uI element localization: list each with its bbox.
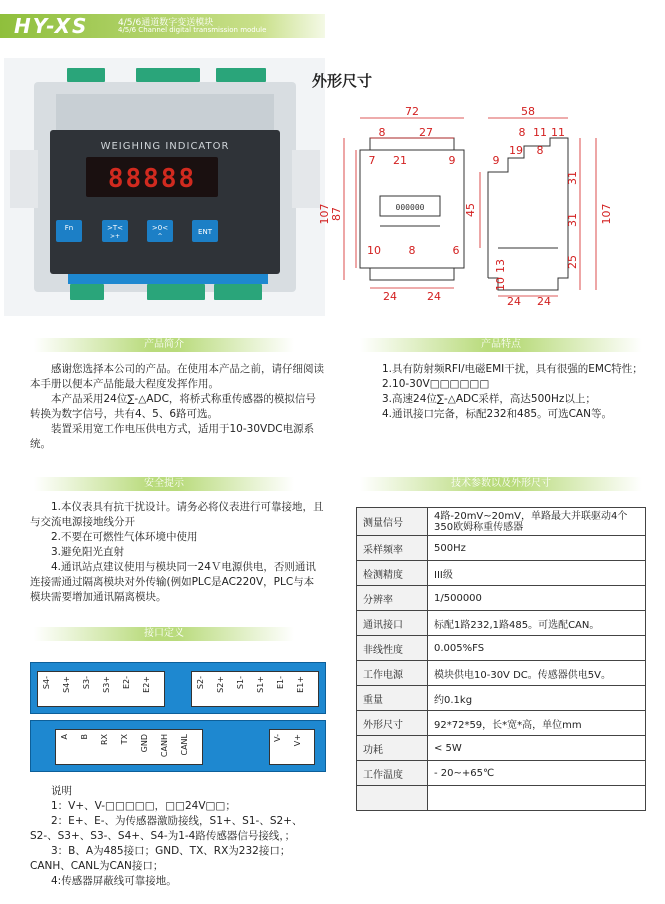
spec-value: - 20~+65℃ — [428, 761, 646, 786]
key-tare-label: >T< — [106, 224, 124, 232]
spec-key: 测量信号 — [357, 508, 428, 536]
spec-value: 标配1路232,1路485。可选配CAN。 — [428, 611, 646, 636]
spec-row — [357, 561, 646, 586]
terminal-group-top-right — [191, 671, 319, 707]
header-title: HY-XS — [14, 14, 89, 38]
indicator-label: WEIGHING INDICATOR — [100, 141, 230, 152]
terminal-s3-minus: S3- — [82, 676, 91, 690]
specs-section-title: 技术参数以及外形尺寸 — [360, 477, 642, 491]
spec-value: 0.005%FS — [428, 636, 646, 661]
front-dim-bot-a: 10 — [367, 244, 381, 257]
front-dim-bot-b: 8 — [408, 244, 416, 257]
spec-row — [357, 736, 646, 761]
spec-row — [357, 711, 646, 736]
spec-row — [357, 661, 646, 686]
front-dim-top-b: 27 — [419, 126, 433, 139]
terminal-canh: CANH — [160, 734, 169, 758]
terminal-s2-plus: S2+ — [216, 676, 225, 693]
spec-key: 采样频率 — [357, 536, 428, 561]
terminal-group-bottom-left — [55, 729, 203, 765]
specs-table — [356, 507, 646, 811]
front-dim-bot-c: 6 — [452, 244, 460, 257]
led-digits: 88888 — [107, 164, 197, 194]
key-zero-label: >0< — [151, 224, 169, 232]
terminal-s3-plus: S3+ — [102, 676, 111, 693]
spec-key: 非线性度 — [357, 636, 428, 661]
safety-item-1: 1.本仪表具有抗干扰设计。请务必将仪表进行可靠接地，且与交流电源接地线分开 — [30, 501, 324, 528]
key-zero-sub: ^ — [157, 233, 163, 240]
spec-value: < 5W — [428, 736, 646, 761]
feature-item-4: 4.通讯接口完备，标配232和485。可选CAN等。 — [382, 408, 612, 420]
intro-section-title: 产品简介 — [34, 338, 294, 352]
terminal-strip-top — [30, 662, 326, 714]
terminal-v-plus: V+ — [293, 734, 302, 747]
spec-key: 外形尺寸 — [357, 711, 428, 736]
side-dim-mid-c: 8 — [536, 144, 544, 157]
header-subtitle-cn: 4/5/6通道数字变送模块 — [118, 18, 214, 28]
feature-item-1: 1.具有防射频RFI/电磁EMI干扰，具有很强的EMC特性； — [382, 363, 643, 375]
note-line-4: 4:传感器屏蔽线可靠接地。 — [51, 875, 177, 887]
key-tare-sub: >+ — [109, 233, 121, 240]
terminal-canl: CANL — [180, 734, 189, 756]
features-list — [382, 362, 662, 422]
rail-clip-left — [10, 150, 38, 208]
side-dim-top-b: 11 — [533, 126, 547, 139]
side-dim-foot-a: 24 — [507, 295, 521, 308]
key-fn-label: Fn — [64, 224, 74, 232]
spec-key: 通讯接口 — [357, 611, 428, 636]
note-line-2: 2：E+、E-、为传感器激励接线，S1+、S1-、S2+、S2-、S3+、S3-、S4+、S4-为1-4路传感器信号接线，； — [30, 815, 303, 842]
front-dim-mid-c: 9 — [448, 154, 456, 167]
side-dim-h-right-a: 31 — [566, 171, 579, 185]
front-dim-mid-b: 21 — [393, 154, 407, 167]
spec-value: 约0.1kg — [428, 686, 646, 711]
header-subtitle-en: 4/5/6 Channel digital transmission module — [118, 26, 267, 34]
spec-key: 重量 — [357, 686, 428, 711]
notes-block — [30, 784, 324, 889]
intro-paragraph-2: 本产品采用24位∑-△ADC，将桥式称重传感器的模拟信号转换为数字信号，共有4、5、6路可选。 — [30, 393, 316, 420]
side-dim-h-left: 45 — [464, 203, 477, 217]
terminal-strip-bottom — [30, 720, 326, 772]
front-dim-h-outer: 107 — [318, 203, 331, 225]
terminal-e1-minus: E1- — [276, 676, 285, 690]
dimension-drawing — [318, 98, 663, 308]
spec-value: 1/500000 — [428, 586, 646, 611]
terminal-tx: TX — [120, 734, 129, 745]
side-dim-mid-a: 9 — [492, 154, 500, 167]
rail-clip-right — [292, 150, 320, 208]
spec-row — [357, 786, 646, 811]
spec-key: 功耗 — [357, 736, 428, 761]
product-photo — [4, 58, 325, 316]
terminal-e1-plus: E1+ — [296, 676, 305, 693]
terminal-s4-minus: S4- — [42, 676, 51, 690]
spec-row — [357, 761, 646, 786]
side-dim-h-right-c: 107 — [600, 203, 613, 225]
side-dim-h-bot-b: 10 — [494, 277, 507, 291]
side-view — [464, 105, 613, 308]
feature-item-3: 3.高速24位∑-△ADC采样，高达500Hz以上； — [382, 393, 596, 405]
spec-key: 检测精度 — [357, 561, 428, 586]
spec-value: 500Hz — [428, 536, 646, 561]
spec-key: 工作温度 — [357, 761, 428, 786]
intro-text — [30, 362, 324, 452]
spec-row — [357, 611, 646, 636]
side-dim-h-bot-c: 25 — [566, 255, 579, 269]
side-dim-top-a: 8 — [518, 126, 526, 139]
terminal-b: B — [80, 734, 89, 740]
side-dim-top-c: 11 — [551, 126, 565, 139]
front-dim-foot-a: 24 — [383, 290, 397, 303]
terminal-s4-plus: S4+ — [62, 676, 71, 693]
bottom-terminals — [68, 274, 268, 300]
intro-paragraph-3: 装置采用宽工作电压供电方式，适用于10-30VDC电源系统。 — [30, 423, 315, 450]
intro-paragraph-1: 感谢您选择本公司的产品。在使用本产品之前，请仔细阅读本手册以便本产品能最大程度发挥作用。 — [30, 363, 324, 390]
side-dim-width: 58 — [521, 105, 535, 118]
terminal-group-bottom-right — [269, 729, 315, 765]
side-dim-mid-b: 19 — [509, 144, 523, 157]
terminal-rx: RX — [100, 734, 109, 746]
spec-value: III级 — [428, 561, 646, 586]
features-section-title: 产品特点 — [360, 338, 642, 352]
spec-row — [357, 686, 646, 711]
feature-item-2: 2.10-30V□□□□□□ — [382, 378, 490, 390]
front-display-readout: 000000 — [395, 203, 425, 212]
spec-value: 4路-20mV~20mV，单路最大并联驱动4个350欧姆称重传感器 — [428, 508, 646, 536]
front-dim-mid-a: 7 — [368, 154, 376, 167]
side-dim-foot-b: 24 — [537, 295, 551, 308]
spec-key — [357, 786, 428, 811]
spec-row — [357, 536, 646, 561]
spec-row — [357, 508, 646, 536]
terminal-group-top-left — [37, 671, 165, 707]
front-view — [318, 105, 464, 303]
front-dim-top-a: 8 — [378, 126, 386, 139]
product-illustration — [4, 58, 325, 316]
terminal-s2-minus: S2- — [196, 676, 205, 690]
side-dim-h-right-b: 31 — [566, 213, 579, 227]
terminal-a: A — [60, 734, 69, 740]
interface-section-title: 接口定义 — [34, 627, 294, 641]
front-dim-foot-b: 24 — [427, 290, 441, 303]
terminal-e2-minus: E2- — [122, 676, 131, 690]
dimensions-title: 外形尺寸 — [312, 72, 373, 90]
note-line-1: 1：V+、V-□□□□□，□□24V□□； — [51, 800, 236, 812]
terminal-v-minus: V- — [273, 734, 282, 742]
spec-row — [357, 586, 646, 611]
spec-key: 分辨率 — [357, 586, 428, 611]
key-ent-label: ENT — [198, 228, 212, 236]
spec-row — [357, 636, 646, 661]
front-dim-h-inner: 87 — [330, 207, 343, 221]
terminal-s1-minus: S1- — [236, 676, 245, 690]
safety-item-4: 4.通讯站点建议使用与模块同一24Ｖ电源供电，否则通讯连接需通过隔离模块对外传输(例如PLC是AC220V，PLC与本模块需要增加通讯隔离模块。 — [30, 561, 316, 603]
side-dim-h-bot-a: 13 — [494, 259, 507, 273]
spec-key: 工作电源 — [357, 661, 428, 686]
safety-item-2: 2.不要在可燃性气体环境中使用 — [51, 531, 198, 543]
safety-item-3: 3.避免阳光直射 — [51, 546, 125, 558]
note-line-3: 3：B、A为485接口；GND、TX、RX为232接口；CANH、CANL为CAN接口； — [30, 845, 291, 872]
spec-value: 92*72*59，长*宽*高，单位mm — [428, 711, 646, 736]
terminal-e2-plus: E2+ — [142, 676, 151, 693]
safety-section-title: 安全提示 — [34, 477, 294, 491]
safety-list — [30, 500, 324, 605]
spec-value — [428, 786, 646, 811]
housing-top-step — [56, 94, 274, 134]
terminal-gnd: GND — [140, 734, 149, 753]
spec-value: 模块供电10-30V DC。传感器供电5V。 — [428, 661, 646, 686]
terminal-s1-plus: S1+ — [256, 676, 265, 693]
notes-title: 说明 — [51, 785, 72, 797]
top-terminals — [67, 68, 266, 82]
front-dim-width: 72 — [405, 105, 419, 118]
